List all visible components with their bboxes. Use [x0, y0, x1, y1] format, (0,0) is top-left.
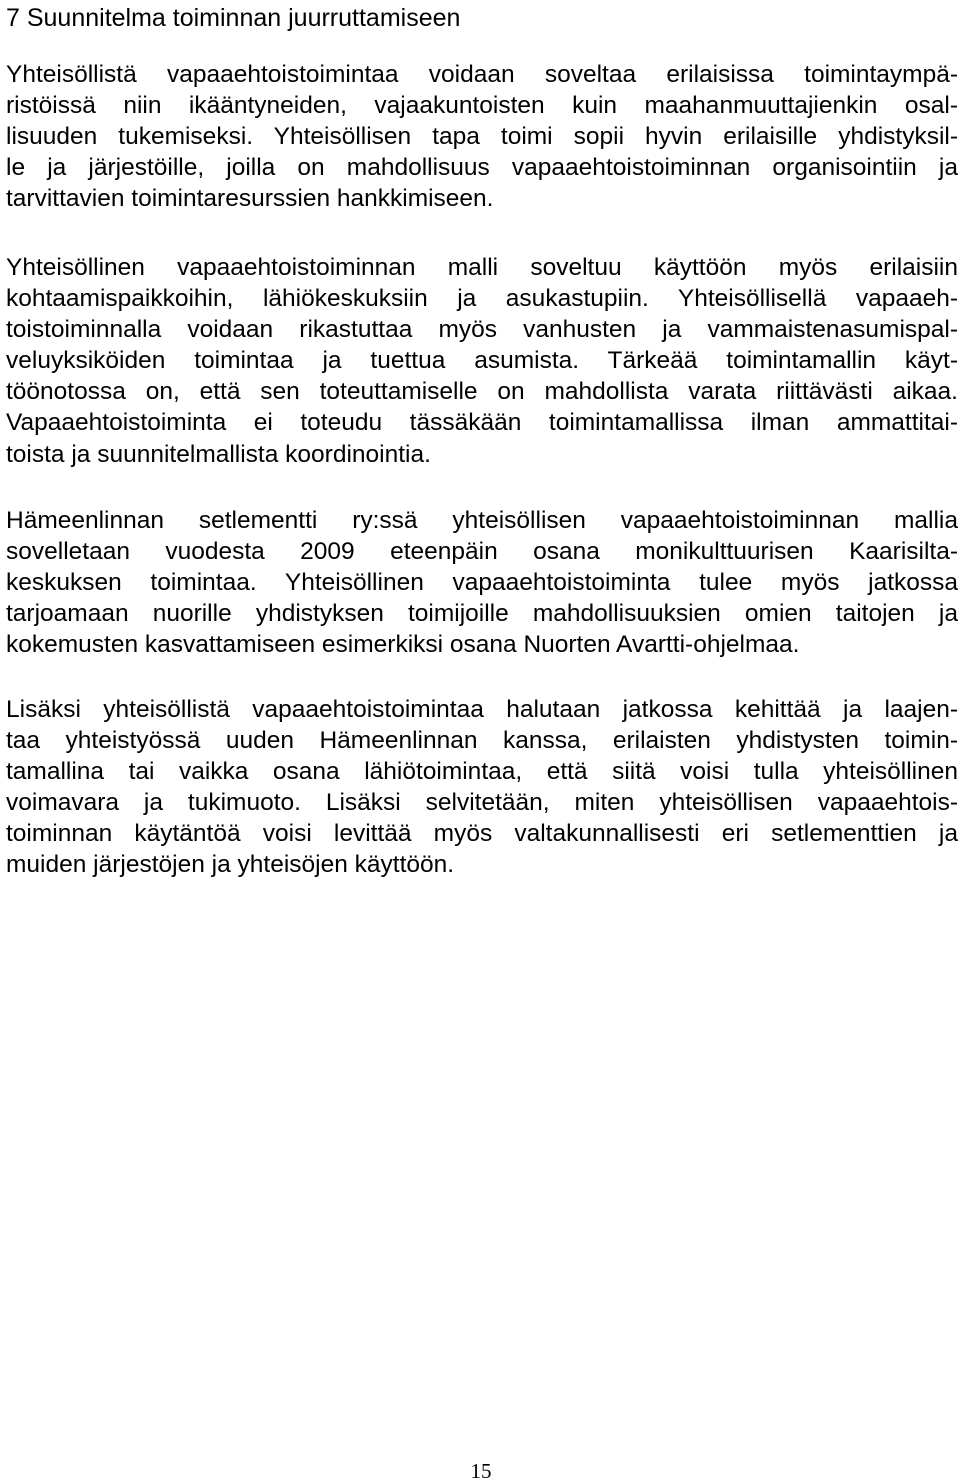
paragraph-line: Yhteisöllistä vapaaehtoistoimintaa voidaan soveltaa erilaisissa toimintaympä-: [6, 61, 958, 88]
paragraph-line: toista ja suunnitelmallista koordinointia.: [6, 440, 431, 468]
paragraph-line: toistoiminnalla voidaan rikastuttaa myös vanhusten ja vammaistenasumispal-: [6, 316, 958, 344]
paragraph-line: le ja järjestöille, joilla on mahdollisuus vapaaehtoistoiminnan organisointiin ja: [6, 154, 958, 182]
paragraph-line: Lisäksi yhteisöllistä vapaaehtoistoimintaa halutaan jatkossa kehittää ja laajen-: [6, 696, 958, 723]
paragraph-line: tarvittavien toimintaresurssien hankkimiseen.: [6, 185, 494, 213]
paragraph-line: töönotossa on, että sen toteuttamiselle on mahdollista varata riittävästi aikaa.: [6, 378, 958, 406]
paragraph-line: taa yhteistyössä uuden Hämeenlinnan kanssa, erilaisten yhdistysten toimin-: [6, 727, 958, 755]
paragraph-line: kohtaamispaikkoihin, lähiökeskuksiin ja asukastupiin. Yhteisöllisellä vapaaeh-: [6, 285, 958, 313]
paragraph-line: keskuksen toimintaa. Yhteisöllinen vapaaehtoistoiminta tulee myös jatkossa: [6, 569, 958, 597]
paragraph-line: ristöissä niin ikääntyneiden, vajaakuntoisten kuin maahanmuuttajienkin osal-: [6, 92, 958, 120]
paragraph-4: [6, 694, 958, 881]
paragraph-line: sovelletaan vuodesta 2009 eteenpäin osana monikulttuurisen Kaarisilta-: [6, 538, 958, 566]
paragraph-line: Vapaaehtoistoiminta ei toteudu tässäkään toimintamallissa ilman ammattitai-: [6, 409, 958, 437]
paragraph-line: kokemusten kasvattamiseen esimerkiksi osana Nuorten Avartti-ohjelmaa.: [6, 631, 800, 659]
paragraph-line: tamallina tai vaikka osana lähiötoimintaa, että siitä voisi tulla yhteisöllinen: [6, 758, 958, 786]
paragraph-1: [6, 59, 958, 214]
paragraph-line: voimavara ja tukimuoto. Lisäksi selvitetään, miten yhteisöllisen vapaaehtois-: [6, 789, 958, 817]
paragraph-line: toiminnan käytäntöä voisi levittää myös valtakunnallisesti eri setlementtien ja: [6, 820, 958, 848]
paragraph-line: muiden järjestöjen ja yhteisöjen käyttöön.: [6, 851, 455, 879]
paragraph-line: tarjoamaan nuorille yhdistyksen toimijoille mahdollisuuksien omien taitojen ja: [6, 600, 958, 628]
paragraph-2: [6, 252, 958, 470]
paragraph-line: Hämeenlinnan setlementti ry:ssä yhteisöllisen vapaaehtoistoiminnan mallia: [6, 507, 958, 534]
paragraph-3: [6, 505, 958, 660]
section-heading: 7 Suunnitelma toiminnan juurruttamiseen: [6, 4, 461, 32]
paragraph-line: Yhteisöllinen vapaaehtoistoiminnan malli soveltuu käyttöön myös erilaisiin: [6, 254, 958, 281]
paragraph-line: veluyksiköiden toimintaa ja tuettua asumista. Tärkeää toimintamallin käyt-: [6, 347, 958, 375]
page-number: [0, 1459, 960, 1483]
page-number-text: 15: [470, 1459, 492, 1483]
paragraph-line: lisuuden tukemiseksi. Yhteisöllisen tapa toimi sopii hyvin erilaisille yhdistyksil-: [6, 123, 958, 151]
